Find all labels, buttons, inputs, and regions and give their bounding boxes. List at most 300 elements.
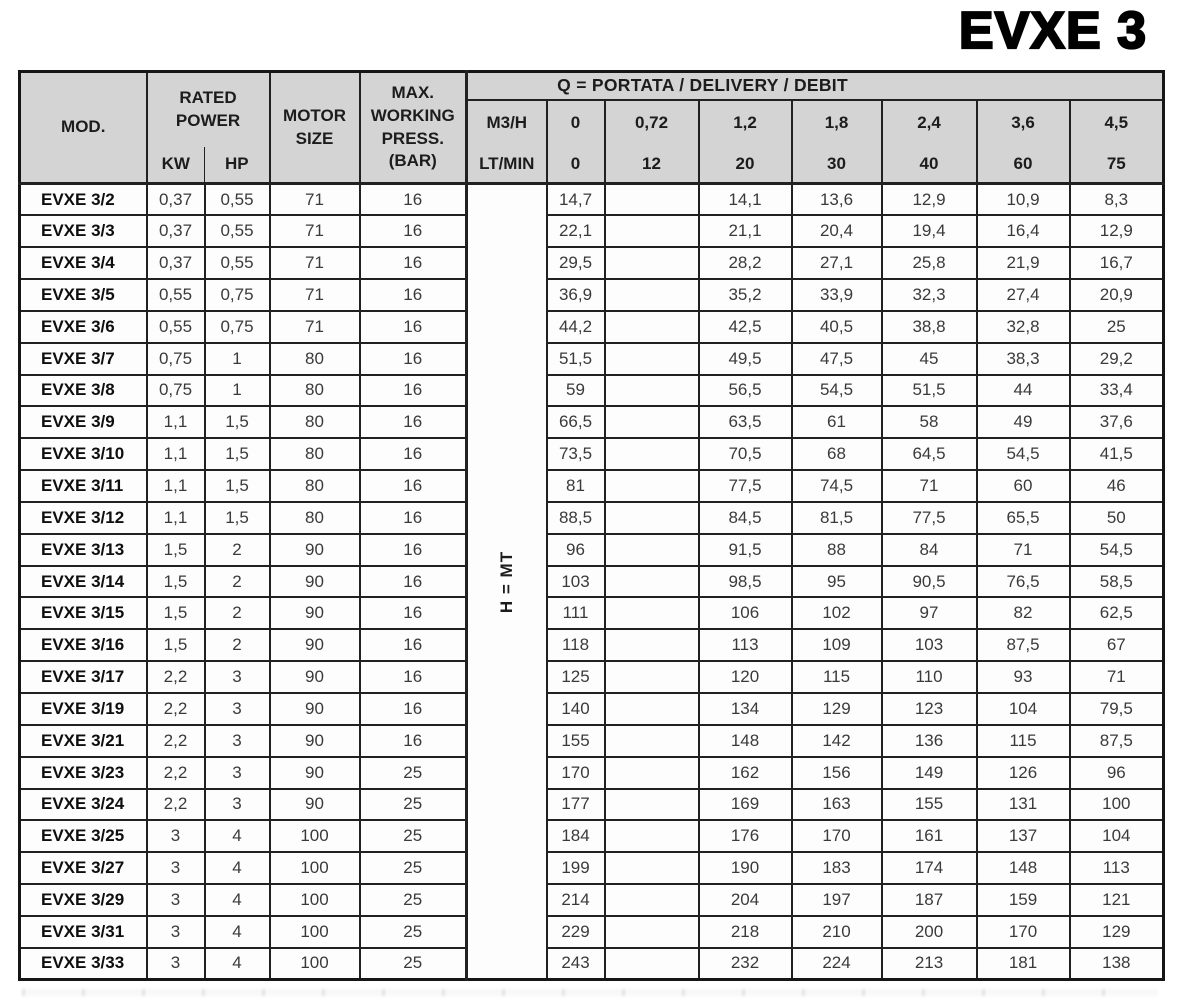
head-value-cell: 218 — [699, 916, 792, 948]
table-row — [20, 661, 1164, 693]
motor-size-cell: 80 — [270, 470, 360, 502]
header-ltmin-value: 60 — [977, 147, 1070, 184]
header-hp: HP — [205, 147, 270, 184]
head-value-cell: 115 — [977, 725, 1070, 757]
h-mt-cell — [467, 184, 547, 980]
head-value-cell — [605, 311, 699, 343]
hp-cell: 4 — [205, 948, 270, 980]
max-press-cell: 16 — [360, 375, 467, 407]
table-row — [20, 247, 1164, 279]
head-value-cell: 58,5 — [1070, 566, 1164, 598]
kw-cell: 3 — [147, 820, 205, 852]
kw-cell: 1,1 — [147, 470, 205, 502]
head-value-cell: 170 — [792, 820, 882, 852]
head-value-cell: 183 — [792, 852, 882, 884]
head-value-cell: 134 — [699, 693, 792, 725]
head-value-cell: 35,2 — [699, 279, 792, 311]
head-value-cell: 96 — [547, 534, 605, 566]
header-ltmin-value: 12 — [605, 147, 699, 184]
head-value-cell: 109 — [792, 629, 882, 661]
header-m3h-value: 2,4 — [882, 100, 977, 147]
max-press-cell: 16 — [360, 597, 467, 629]
max-press-cell: 16 — [360, 184, 467, 216]
hp-cell: 1,5 — [205, 406, 270, 438]
head-value-cell: 84 — [882, 534, 977, 566]
head-value-cell: 84,5 — [699, 502, 792, 534]
model-cell: EVXE 3/5 — [20, 279, 147, 311]
head-value-cell: 51,5 — [882, 375, 977, 407]
head-value-cell — [605, 948, 699, 980]
model-cell: EVXE 3/17 — [20, 661, 147, 693]
head-value-cell — [605, 693, 699, 725]
head-value-cell: 76,5 — [977, 566, 1070, 598]
motor-size-cell: 80 — [270, 406, 360, 438]
hp-cell: 4 — [205, 916, 270, 948]
head-value-cell: 129 — [792, 693, 882, 725]
motor-size-cell: 90 — [270, 693, 360, 725]
head-value-cell: 20,4 — [792, 215, 882, 247]
head-value-cell: 190 — [699, 852, 792, 884]
header-m3h-value: 1,8 — [792, 100, 882, 147]
motor-size-cell: 80 — [270, 502, 360, 534]
max-press-cell: 25 — [360, 884, 467, 916]
table-row — [20, 279, 1164, 311]
head-value-cell: 136 — [882, 725, 977, 757]
head-value-cell — [605, 470, 699, 502]
max-press-cell: 25 — [360, 916, 467, 948]
motor-size-cell: 80 — [270, 438, 360, 470]
head-value-cell: 60 — [977, 470, 1070, 502]
head-value-cell: 38,8 — [882, 311, 977, 343]
kw-cell: 0,37 — [147, 247, 205, 279]
head-value-cell: 81 — [547, 470, 605, 502]
head-value-cell: 28,2 — [699, 247, 792, 279]
kw-cell: 2,2 — [147, 757, 205, 789]
head-value-cell — [605, 597, 699, 629]
head-value-cell: 10,9 — [977, 184, 1070, 216]
head-value-cell: 210 — [792, 916, 882, 948]
head-value-cell: 62,5 — [1070, 597, 1164, 629]
head-value-cell — [605, 820, 699, 852]
head-value-cell: 148 — [699, 725, 792, 757]
motor-size-cell: 90 — [270, 757, 360, 789]
head-value-cell: 100 — [1070, 789, 1164, 821]
head-value-cell: 88 — [792, 534, 882, 566]
head-value-cell: 174 — [882, 852, 977, 884]
head-value-cell: 45 — [882, 343, 977, 375]
head-value-cell: 61 — [792, 406, 882, 438]
kw-cell: 1,1 — [147, 406, 205, 438]
kw-cell: 2,2 — [147, 661, 205, 693]
head-value-cell: 96 — [1070, 757, 1164, 789]
head-value-cell: 51,5 — [547, 343, 605, 375]
head-value-cell: 162 — [699, 757, 792, 789]
head-value-cell: 232 — [699, 948, 792, 980]
table-row — [20, 375, 1164, 407]
hp-cell: 0,55 — [205, 247, 270, 279]
head-value-cell: 137 — [977, 820, 1070, 852]
head-value-cell: 125 — [547, 661, 605, 693]
head-value-cell: 58 — [882, 406, 977, 438]
hp-cell: 0,55 — [205, 215, 270, 247]
hp-cell: 2 — [205, 597, 270, 629]
max-press-cell: 25 — [360, 820, 467, 852]
head-value-cell: 73,5 — [547, 438, 605, 470]
head-value-cell: 111 — [547, 597, 605, 629]
head-value-cell: 224 — [792, 948, 882, 980]
kw-cell: 3 — [147, 948, 205, 980]
head-value-cell: 64,5 — [882, 438, 977, 470]
head-value-cell: 229 — [547, 916, 605, 948]
header-m3h-value: 0 — [547, 100, 605, 147]
hp-cell: 1,5 — [205, 502, 270, 534]
head-value-cell: 176 — [699, 820, 792, 852]
head-value-cell: 71 — [882, 470, 977, 502]
head-value-cell: 32,3 — [882, 279, 977, 311]
head-value-cell: 104 — [1070, 820, 1164, 852]
scan-artifact — [22, 989, 1158, 996]
head-value-cell: 25 — [1070, 311, 1164, 343]
header-row-ltmin — [20, 147, 1164, 184]
hp-cell: 1,5 — [205, 470, 270, 502]
model-cell: EVXE 3/16 — [20, 629, 147, 661]
motor-size-cell: 71 — [270, 184, 360, 216]
max-press-cell: 16 — [360, 629, 467, 661]
head-value-cell: 44,2 — [547, 311, 605, 343]
table-row — [20, 406, 1164, 438]
model-cell: EVXE 3/31 — [20, 916, 147, 948]
motor-size-cell: 90 — [270, 789, 360, 821]
kw-cell: 3 — [147, 916, 205, 948]
hp-cell: 0,75 — [205, 279, 270, 311]
table-row — [20, 820, 1164, 852]
head-value-cell: 14,7 — [547, 184, 605, 216]
hp-cell: 4 — [205, 820, 270, 852]
hp-cell: 3 — [205, 757, 270, 789]
head-value-cell: 214 — [547, 884, 605, 916]
model-cell: EVXE 3/23 — [20, 757, 147, 789]
motor-size-cell: 100 — [270, 852, 360, 884]
head-value-cell: 142 — [792, 725, 882, 757]
model-cell: EVXE 3/15 — [20, 597, 147, 629]
head-value-cell: 65,5 — [977, 502, 1070, 534]
head-value-cell: 155 — [882, 789, 977, 821]
head-value-cell: 46 — [1070, 470, 1164, 502]
hp-cell: 0,55 — [205, 184, 270, 216]
kw-cell: 0,37 — [147, 215, 205, 247]
head-value-cell: 115 — [792, 661, 882, 693]
kw-cell: 3 — [147, 852, 205, 884]
head-value-cell: 36,9 — [547, 279, 605, 311]
head-value-cell: 56,5 — [699, 375, 792, 407]
hp-cell: 2 — [205, 566, 270, 598]
head-value-cell: 149 — [882, 757, 977, 789]
head-value-cell: 21,1 — [699, 215, 792, 247]
head-value-cell: 54,5 — [977, 438, 1070, 470]
head-value-cell: 129 — [1070, 916, 1164, 948]
max-press-cell: 16 — [360, 215, 467, 247]
header-m3h-value: 1,2 — [699, 100, 792, 147]
head-value-cell: 54,5 — [792, 375, 882, 407]
table-row — [20, 502, 1164, 534]
motor-size-cell: 90 — [270, 566, 360, 598]
head-value-cell: 106 — [699, 597, 792, 629]
head-value-cell — [605, 852, 699, 884]
head-value-cell: 27,4 — [977, 279, 1070, 311]
table-body — [20, 184, 1164, 980]
head-value-cell — [605, 629, 699, 661]
head-value-cell: 81,5 — [792, 502, 882, 534]
table-row — [20, 534, 1164, 566]
table-row — [20, 470, 1164, 502]
hp-cell: 3 — [205, 693, 270, 725]
model-cell: EVXE 3/19 — [20, 693, 147, 725]
head-value-cell: 74,5 — [792, 470, 882, 502]
head-value-cell: 16,7 — [1070, 247, 1164, 279]
head-value-cell — [605, 789, 699, 821]
table-row — [20, 566, 1164, 598]
head-value-cell: 113 — [699, 629, 792, 661]
max-press-cell: 16 — [360, 566, 467, 598]
model-cell: EVXE 3/8 — [20, 375, 147, 407]
header-ltmin-value: 30 — [792, 147, 882, 184]
model-cell: EVXE 3/24 — [20, 789, 147, 821]
model-cell: EVXE 3/33 — [20, 948, 147, 980]
hp-cell: 3 — [205, 789, 270, 821]
head-value-cell: 40,5 — [792, 311, 882, 343]
head-value-cell: 140 — [547, 693, 605, 725]
model-cell: EVXE 3/9 — [20, 406, 147, 438]
head-value-cell: 138 — [1070, 948, 1164, 980]
hp-cell: 1,5 — [205, 438, 270, 470]
header-ltmin-value: 0 — [547, 147, 605, 184]
model-cell: EVXE 3/27 — [20, 852, 147, 884]
head-value-cell: 159 — [977, 884, 1070, 916]
head-value-cell: 49,5 — [699, 343, 792, 375]
hp-cell: 4 — [205, 852, 270, 884]
head-value-cell: 156 — [792, 757, 882, 789]
head-value-cell: 29,2 — [1070, 343, 1164, 375]
head-value-cell: 41,5 — [1070, 438, 1164, 470]
table-row — [20, 597, 1164, 629]
hp-cell: 2 — [205, 629, 270, 661]
max-press-cell: 25 — [360, 852, 467, 884]
kw-cell: 1,5 — [147, 597, 205, 629]
head-value-cell: 49 — [977, 406, 1070, 438]
head-value-cell: 200 — [882, 916, 977, 948]
motor-size-cell: 100 — [270, 948, 360, 980]
kw-cell: 1,5 — [147, 629, 205, 661]
table-row — [20, 852, 1164, 884]
head-value-cell: 155 — [547, 725, 605, 757]
max-press-cell: 16 — [360, 279, 467, 311]
head-value-cell — [605, 279, 699, 311]
head-value-cell: 38,3 — [977, 343, 1070, 375]
head-value-cell: 103 — [547, 566, 605, 598]
head-value-cell — [605, 566, 699, 598]
head-value-cell: 19,4 — [882, 215, 977, 247]
kw-cell: 0,55 — [147, 311, 205, 343]
max-press-cell: 16 — [360, 343, 467, 375]
model-cell: EVXE 3/21 — [20, 725, 147, 757]
max-press-cell: 16 — [360, 438, 467, 470]
head-value-cell — [605, 247, 699, 279]
hp-cell: 3 — [205, 725, 270, 757]
header-m3h-value: 0,72 — [605, 100, 699, 147]
hp-cell: 1 — [205, 343, 270, 375]
max-press-cell: 16 — [360, 502, 467, 534]
motor-size-cell: 90 — [270, 661, 360, 693]
head-value-cell — [605, 725, 699, 757]
head-value-cell: 77,5 — [882, 502, 977, 534]
table-row — [20, 884, 1164, 916]
kw-cell: 0,37 — [147, 184, 205, 216]
header-ltmin-value: 20 — [699, 147, 792, 184]
head-value-cell: 44 — [977, 375, 1070, 407]
head-value-cell: 126 — [977, 757, 1070, 789]
kw-cell: 1,1 — [147, 502, 205, 534]
head-value-cell: 103 — [882, 629, 977, 661]
head-value-cell: 77,5 — [699, 470, 792, 502]
model-cell: EVXE 3/4 — [20, 247, 147, 279]
head-value-cell: 170 — [977, 916, 1070, 948]
head-value-cell: 121 — [1070, 884, 1164, 916]
header-m3h-value: 3,6 — [977, 100, 1070, 147]
header-max-working-press: MAX. WORKING PRESS. (BAR) — [360, 72, 467, 184]
kw-cell: 2,2 — [147, 725, 205, 757]
motor-size-cell: 71 — [270, 247, 360, 279]
head-value-cell: 169 — [699, 789, 792, 821]
head-value-cell: 67 — [1070, 629, 1164, 661]
head-value-cell — [605, 184, 699, 216]
header-motor-size: MOTOR SIZE — [270, 72, 360, 184]
max-press-cell: 16 — [360, 406, 467, 438]
head-value-cell: 33,9 — [792, 279, 882, 311]
head-value-cell: 95 — [792, 566, 882, 598]
head-value-cell: 184 — [547, 820, 605, 852]
model-cell: EVXE 3/6 — [20, 311, 147, 343]
max-press-cell: 16 — [360, 470, 467, 502]
max-press-cell: 25 — [360, 757, 467, 789]
head-value-cell: 148 — [977, 852, 1070, 884]
head-value-cell: 42,5 — [699, 311, 792, 343]
page-title: EVXE 3 — [958, 2, 1147, 60]
head-value-cell — [605, 884, 699, 916]
head-value-cell: 12,9 — [882, 184, 977, 216]
model-cell: EVXE 3/7 — [20, 343, 147, 375]
head-value-cell — [605, 916, 699, 948]
table-header — [20, 72, 1164, 184]
head-value-cell: 199 — [547, 852, 605, 884]
header-kw: KW — [147, 147, 205, 184]
head-value-cell: 91,5 — [699, 534, 792, 566]
table-row — [20, 215, 1164, 247]
head-value-cell: 161 — [882, 820, 977, 852]
hp-cell: 1 — [205, 375, 270, 407]
motor-size-cell: 100 — [270, 884, 360, 916]
head-value-cell: 59 — [547, 375, 605, 407]
head-value-cell — [605, 343, 699, 375]
head-value-cell: 243 — [547, 948, 605, 980]
head-value-cell — [605, 438, 699, 470]
head-value-cell: 33,4 — [1070, 375, 1164, 407]
head-value-cell: 93 — [977, 661, 1070, 693]
kw-cell: 0,75 — [147, 375, 205, 407]
head-value-cell: 87,5 — [977, 629, 1070, 661]
head-value-cell: 163 — [792, 789, 882, 821]
header-ltmin-label: LT/MIN — [467, 147, 547, 184]
head-value-cell: 123 — [882, 693, 977, 725]
head-value-cell: 197 — [792, 884, 882, 916]
head-value-cell: 104 — [977, 693, 1070, 725]
motor-size-cell: 80 — [270, 375, 360, 407]
motor-size-cell: 90 — [270, 597, 360, 629]
head-value-cell: 213 — [882, 948, 977, 980]
max-press-cell: 16 — [360, 534, 467, 566]
head-value-cell: 82 — [977, 597, 1070, 629]
head-value-cell: 21,9 — [977, 247, 1070, 279]
head-value-cell: 14,1 — [699, 184, 792, 216]
header-row-top — [20, 72, 1164, 100]
kw-cell: 2,2 — [147, 693, 205, 725]
head-value-cell: 20,9 — [1070, 279, 1164, 311]
head-value-cell: 187 — [882, 884, 977, 916]
model-cell: EVXE 3/29 — [20, 884, 147, 916]
head-value-cell — [605, 215, 699, 247]
max-press-cell: 16 — [360, 247, 467, 279]
model-cell: EVXE 3/25 — [20, 820, 147, 852]
motor-size-cell: 90 — [270, 534, 360, 566]
head-value-cell: 16,4 — [977, 215, 1070, 247]
hp-cell: 3 — [205, 661, 270, 693]
head-value-cell: 204 — [699, 884, 792, 916]
model-cell: EVXE 3/14 — [20, 566, 147, 598]
max-press-cell: 25 — [360, 789, 467, 821]
header-ltmin-value: 40 — [882, 147, 977, 184]
head-value-cell: 13,6 — [792, 184, 882, 216]
max-press-cell: 16 — [360, 661, 467, 693]
header-mod: MOD. — [20, 72, 147, 184]
model-cell: EVXE 3/11 — [20, 470, 147, 502]
head-value-cell: 87,5 — [1070, 725, 1164, 757]
kw-cell: 3 — [147, 884, 205, 916]
kw-cell: 2,2 — [147, 789, 205, 821]
model-cell: EVXE 3/10 — [20, 438, 147, 470]
head-value-cell: 97 — [882, 597, 977, 629]
table-row — [20, 438, 1164, 470]
head-value-cell: 79,5 — [1070, 693, 1164, 725]
head-value-cell — [605, 534, 699, 566]
table-row — [20, 948, 1164, 980]
hp-cell: 4 — [205, 884, 270, 916]
motor-size-cell: 100 — [270, 820, 360, 852]
kw-cell: 1,5 — [147, 566, 205, 598]
motor-size-cell: 90 — [270, 629, 360, 661]
kw-cell: 0,55 — [147, 279, 205, 311]
table-row — [20, 725, 1164, 757]
head-value-cell: 29,5 — [547, 247, 605, 279]
hp-cell: 0,75 — [205, 311, 270, 343]
max-press-cell: 25 — [360, 948, 467, 980]
table-row — [20, 757, 1164, 789]
header-m3h-value: 4,5 — [1070, 100, 1164, 147]
head-value-cell — [605, 661, 699, 693]
max-press-cell: 16 — [360, 311, 467, 343]
max-press-cell: 16 — [360, 725, 467, 757]
motor-size-cell: 80 — [270, 343, 360, 375]
head-value-cell — [605, 502, 699, 534]
head-value-cell: 131 — [977, 789, 1070, 821]
